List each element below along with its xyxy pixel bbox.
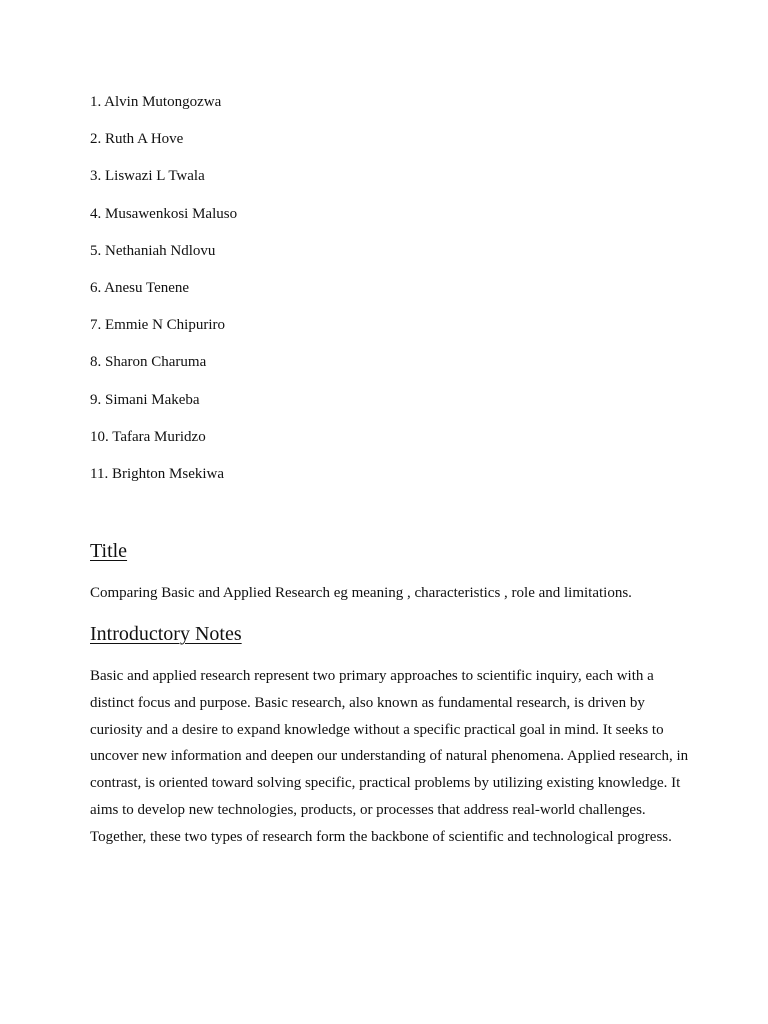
member-item: 2. Ruth A Hove (90, 131, 184, 148)
title-text: Comparing Basic and Applied Research eg meaning , characteristics , role and limitations. (90, 585, 632, 601)
member-item: 11. Brighton Msekiwa (90, 465, 225, 482)
member-item: 3. Liswazi L Twala (90, 168, 205, 185)
member-item: 1. Alvin Mutongozwa (90, 94, 222, 110)
member-item: 10. Tafara Muridzo (90, 428, 206, 445)
group-members-list (90, 92, 237, 501)
member-item: 7. Emmie N Chipuriro (90, 317, 225, 334)
member-item: 8. Sharon Charuma (90, 354, 207, 371)
member-item: 4. Musawenkosi Maluso (90, 205, 238, 222)
title-heading: Title (90, 540, 128, 562)
member-item: 9. Simani Makeba (90, 391, 200, 408)
member-item: 5. Nethaniah Ndlovu (90, 242, 216, 259)
introductory-notes-paragraph: Basic and applied research represent two primary approaches to scientific inquiry, each with a distinct focus and purpose. Basic research, also known as fundamental research, is driven by curiosity and a desire to expand knowledge without a specific practical goal in mind. It seeks to uncover new information and deepen our understanding of natural phenomena. Applied research, in contrast, is oriented toward solving specific, practical problems by utilizing existing knowledge. It aims to develop new technologies, products, or processes that address real-world challenges. Together, these two types of research form the backbone of scientific and technological progress. (90, 668, 689, 845)
introductory-notes-heading: Introductory Notes (90, 623, 242, 645)
member-item: 6. Anesu Tenene (90, 279, 190, 296)
